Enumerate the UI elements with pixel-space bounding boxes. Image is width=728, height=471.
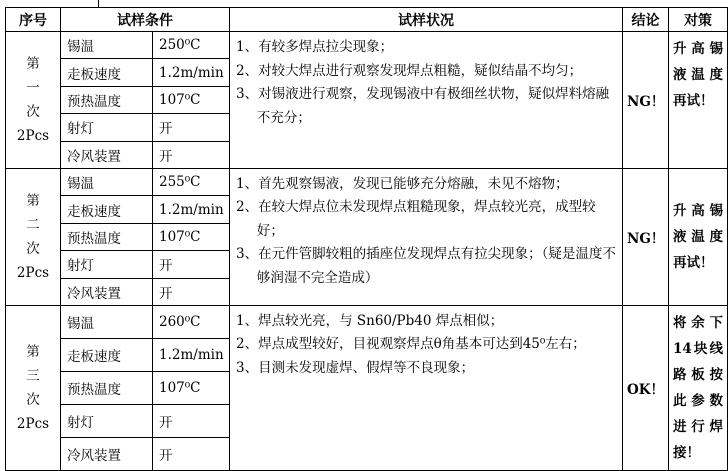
condition-name: 射灯 [61, 251, 153, 278]
status-item: 3、目测未发现虚焊、假焊等不良现象； [236, 359, 475, 376]
condition-value: 开 [153, 251, 230, 278]
status-item: 3、在元件管脚较粗的插座位发现焊点有拉尖现象；（疑是温度不够润湿不完全造成） [236, 246, 616, 286]
status-cell [230, 168, 623, 305]
measure-cell: 将余下14块线路板按此参数进行焊接！ [669, 305, 728, 470]
condition-name: 冷风装置 [61, 141, 153, 168]
condition-name: 冷风装置 [61, 437, 153, 470]
trial-table [5, 7, 728, 471]
round-text: 第 [26, 343, 40, 360]
status-item: 2、焊点成型较好，目视观察焊点θ角基本可达到45⁰左右； [236, 336, 586, 353]
condition-value: 1.2m/min [153, 196, 230, 223]
conclusion-cell: OK！ [623, 305, 669, 470]
round-text: 一 [26, 79, 40, 96]
conclusion-cell: NG！ [623, 168, 669, 305]
round-text: 三 [26, 367, 40, 384]
header-row [6, 8, 728, 32]
condition-name: 射灯 [61, 404, 153, 437]
round-text: 2Pcs [16, 127, 50, 144]
header-index: 序号 [6, 8, 61, 32]
condition-name: 射灯 [61, 114, 153, 141]
condition-value: 107⁰C [153, 86, 230, 113]
header-status: 试样状况 [230, 8, 623, 32]
condition-value: 开 [153, 141, 230, 168]
round-text: 2Pcs [16, 415, 50, 432]
status-item: 1、焊点较光亮，与 Sn60/Pb40 焊点相似； [236, 312, 504, 329]
table-row [6, 168, 728, 195]
status-item: 2、在较大焊点位未发现焊点粗糙现象，焊点较光亮，成型较好； [236, 199, 596, 239]
condition-value: 107⁰C [153, 371, 230, 404]
status-item: 1、有较多焊点拉尖现象； [236, 39, 394, 55]
conclusion-cell: NG！ [623, 32, 669, 169]
round-text: 次 [26, 391, 40, 408]
condition-value: 开 [153, 437, 230, 470]
header-conclusion: 结论 [623, 8, 669, 32]
table-row [6, 32, 728, 59]
status-cell [230, 32, 623, 169]
condition-name: 锡温 [61, 305, 153, 338]
text-cursor-mark [98, 0, 99, 7]
condition-value: 开 [153, 114, 230, 141]
status-item: 2、对较大焊点进行观察发现焊点粗糙，疑似结晶不均匀； [236, 62, 583, 79]
condition-name: 预热温度 [61, 86, 153, 113]
condition-value: 107⁰C [153, 223, 230, 250]
condition-value: 255⁰C [153, 168, 230, 195]
condition-value: 1.2m/min [153, 59, 230, 86]
round-text: 2Pcs [16, 264, 50, 281]
round-text: 次 [26, 103, 40, 120]
measure-cell: 升高锡液温度再试！ [669, 168, 728, 305]
condition-name: 锡温 [61, 32, 153, 59]
round-text: 第 [26, 192, 40, 209]
condition-value: 开 [153, 278, 230, 305]
header-measure: 对策 [669, 8, 728, 32]
condition-value: 250⁰C [153, 32, 230, 59]
condition-name: 走板速度 [61, 338, 153, 371]
status-cell [230, 305, 623, 470]
header-conditions: 试样条件 [61, 8, 230, 32]
condition-name: 预热温度 [61, 371, 153, 404]
condition-value: 260⁰C [153, 305, 230, 338]
round-text: 第 [26, 55, 40, 72]
round-text: 次 [26, 240, 40, 257]
round-cell [6, 168, 61, 305]
table-row [6, 305, 728, 338]
round-text: 二 [26, 216, 40, 233]
condition-name: 锡温 [61, 168, 153, 195]
condition-name: 走板速度 [61, 59, 153, 86]
status-item: 3、对锡液进行观察，发现锡液中有极细丝状物，疑似焊料熔融不充分； [236, 86, 610, 126]
status-item: 1、首先观察锡液，发现已能够充分熔融，未见不熔物； [236, 175, 569, 192]
condition-name: 预热温度 [61, 223, 153, 250]
round-cell [6, 305, 61, 470]
condition-value: 1.2m/min [153, 338, 230, 371]
condition-value: 开 [153, 404, 230, 437]
condition-name: 冷风装置 [61, 278, 153, 305]
round-cell [6, 32, 61, 169]
condition-name: 走板速度 [61, 196, 153, 223]
measure-cell: 升高锡液温度再试！ [669, 32, 728, 169]
